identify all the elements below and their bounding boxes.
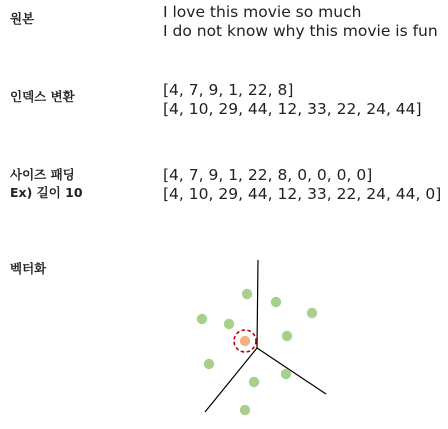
padded-sequence-2: [4, 10, 29, 44, 12, 33, 22, 24, 44, 0] (163, 185, 442, 203)
vector-point (224, 319, 234, 329)
vector-point (307, 308, 317, 318)
label-line: Ex) 길이 10 (10, 185, 83, 200)
vector-point (204, 359, 214, 369)
highlighted-vector-point (240, 336, 250, 346)
axis-line-lower-left (205, 348, 257, 412)
vector-point (249, 377, 259, 387)
sentence-1: I love this movie so much (163, 3, 362, 21)
vector-point (242, 289, 252, 299)
label-line: 인덱스 변환 (10, 89, 75, 104)
axis-line-lower-right (257, 348, 326, 394)
sentence-2: I do not know why this movie is fun (163, 22, 438, 40)
vector-point (240, 405, 250, 415)
vector-point (271, 297, 281, 307)
index-sequence-1: [4, 7, 9, 1, 22, 8] (163, 81, 294, 99)
label-line: 사이즈 패딩 (10, 167, 75, 182)
index-sequence-2: [4, 10, 29, 44, 12, 33, 22, 24, 44] (163, 100, 422, 118)
padded-sequence-1: [4, 7, 9, 1, 22, 8, 0, 0, 0, 0] (163, 166, 373, 184)
axis-line-vertical (257, 260, 258, 348)
label-line: 원본 (10, 11, 35, 26)
vector-point (281, 369, 291, 379)
vector-point (197, 314, 207, 324)
vector-point (282, 331, 292, 341)
label-line: 벡터화 (10, 261, 47, 276)
